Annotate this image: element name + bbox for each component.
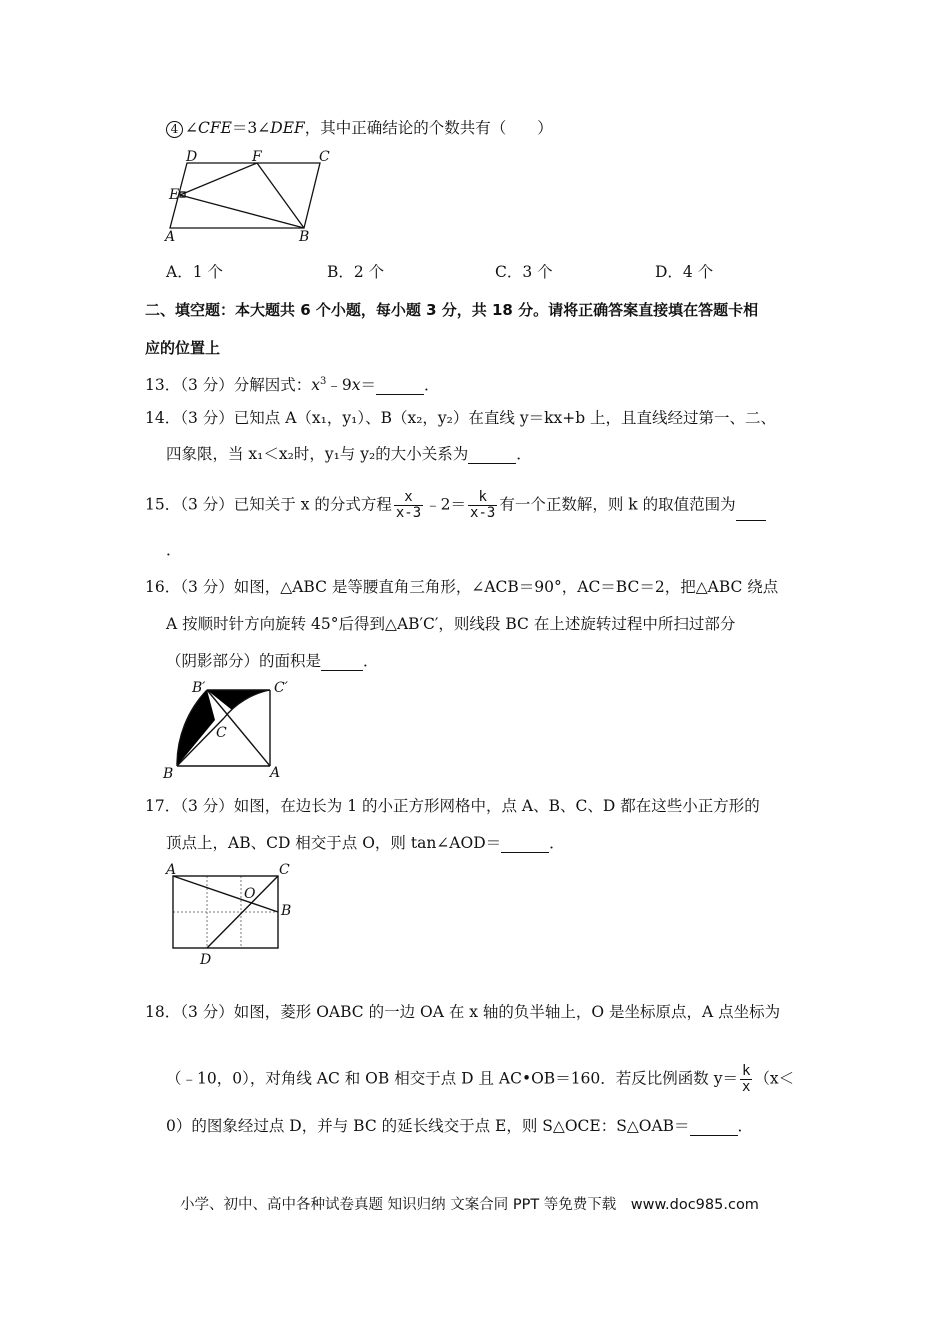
figure-q16-rotation	[160, 678, 295, 780]
q17-line1	[145, 796, 760, 816]
q12-tail-text: ，其中正确结论的个数共有（ ）	[304, 119, 553, 137]
fig17-label-a: A	[166, 862, 177, 878]
q14-line2: 四象限，当 x₁＜x₂时，y₁与 y₂的大小关系为 ．	[166, 445, 532, 463]
q14-text1: （3 分）已知点 A（x₁，y₁）、B（x₂，y₂）在直线 y＝kx+b 上，且直线经过第一、二、	[180, 409, 777, 427]
choice-b: B．2 个	[327, 263, 385, 281]
q14-number: 14．	[145, 409, 181, 427]
fig12-label-f: F	[252, 149, 262, 165]
fig17-label-c: C	[279, 862, 290, 878]
q17-line2: 顶点上，AB、CD 相交于点 O，则 tan∠AOD＝ ．	[166, 834, 565, 852]
section-heading-line2: 应的位置上	[145, 339, 221, 357]
q14-line1	[145, 408, 776, 428]
q16-line2: A 按顺时针方向旋转 45°后得到△AB′C′，则线段 BC 在上述旋转过程中所扫过部分	[166, 615, 736, 633]
fig17-label-d: D	[200, 952, 212, 968]
fig12-label-b: B	[299, 229, 310, 245]
q15-mid: ﹣2＝	[425, 495, 467, 514]
fig12-label-e: E	[169, 187, 180, 203]
answer-blank[interactable]	[376, 378, 424, 395]
q16-text1: （3 分）如图，△ABC 是等腰直角三角形，∠ACB＝90°，AC＝BC＝2，把△ABC 绕点	[180, 578, 779, 596]
figure-q17-grid	[160, 860, 300, 968]
fig17-label-b: B	[281, 903, 292, 919]
q16-line1	[145, 577, 778, 597]
fraction-2: $\frac{k}{x-3}$	[470, 489, 496, 521]
q18-number: 18．	[145, 1003, 181, 1021]
footer-banner: 小学、初中、高中各种试卷真题 知识归纳 文案合同 PPT 等免费下载 www.doc985.com	[180, 1197, 759, 1213]
choice-d: D．4 个	[655, 263, 714, 281]
choice-c: C．3 个	[495, 263, 553, 281]
q13-text: （3 分）分解因式：	[180, 376, 312, 395]
q18-line3: 0）的图象经过点 D，并与 BC 的延长线交于点 E，则 S△OCE：S△OAB＝ ．	[166, 1117, 754, 1135]
q13-tail: ＝	[360, 376, 377, 395]
fig17-label-o: O	[244, 886, 256, 902]
answer-blank[interactable]	[690, 1119, 738, 1136]
q13: 13．（3 分）分解因式：$x^3﹣9x=$ ．	[145, 376, 440, 395]
q12-tail-line: 4 ∠CFE＝3∠DEF，其中正确结论的个数共有（ ）	[166, 118, 553, 138]
q16-text3: （阴影部分）的面积是	[166, 652, 322, 670]
q15-period: ．	[166, 541, 182, 559]
choice-a: A．1 个	[166, 263, 223, 281]
q15-post: 有一个正数解，则 k 的取值范围为	[499, 495, 736, 514]
q17-text1: （3 分）如图，在边长为 1 的小正方形网格中，点 A、B、C、D 都在这些小正方形的	[180, 797, 760, 815]
q15-pre: （3 分）已知关于 x 的分式方程	[180, 495, 392, 514]
fig16-label-b: B	[163, 766, 174, 780]
q16-number: 16．	[145, 578, 181, 596]
fig12-label-d: D	[186, 149, 198, 165]
circled-number: 4	[166, 121, 183, 138]
q18-text3: 0）的图象经过点 D，并与 BC 的延长线交于点 E，则 S△OCE：S△OAB＝	[166, 1117, 690, 1135]
q18-text2a: （﹣10，0），对角线 AC 和 OB 相交于点 D 且 AC•OB＝160．若反比例函数 y＝	[166, 1069, 738, 1088]
answer-blank[interactable]	[501, 836, 549, 853]
q18-text1: （3 分）如图，菱形 OABC 的一边 OA 在 x 轴的负半轴上，O 是坐标原点，A 点坐标为	[180, 1003, 781, 1021]
fig16-label-cprime: C′	[274, 680, 288, 696]
answer-blank[interactable]	[736, 504, 766, 521]
q15-number: 15．	[145, 495, 181, 514]
fig16-label-c: C	[216, 725, 227, 741]
fig12-label-a: A	[165, 229, 176, 245]
q14-text2: 四象限，当 x₁＜x₂时，y₁与 y₂的大小关系为	[166, 445, 469, 463]
fig16-label-bprime: B′	[192, 680, 206, 696]
fig12-label-c: C	[319, 149, 330, 165]
q15	[145, 490, 766, 521]
q13-number: 13．	[145, 376, 181, 395]
fig16-label-a: A	[270, 765, 281, 780]
section-heading-line1: 二、填空题：本大题共 6 个小题，每小题 3 分，共 18 分。请将正确答案直接填在答题卡相	[145, 301, 759, 319]
figure-q12-parallelogram	[160, 145, 340, 245]
q18-text2b: （x＜	[754, 1069, 795, 1088]
fraction-k-over-x: $\frac{k}{x}$	[741, 1063, 751, 1095]
fraction-1: $\frac{x}{x-3}$	[395, 489, 422, 521]
q18-line1	[145, 1002, 780, 1022]
q16-line3: （阴影部分）的面积是 ．	[166, 652, 379, 670]
answer-blank[interactable]	[321, 654, 363, 671]
answer-blank[interactable]	[468, 447, 516, 464]
q17-text2: 顶点上，AB、CD 相交于点 O，则 tan∠AOD＝	[166, 834, 502, 852]
q18-line2	[166, 1064, 794, 1095]
q17-number: 17．	[145, 797, 181, 815]
